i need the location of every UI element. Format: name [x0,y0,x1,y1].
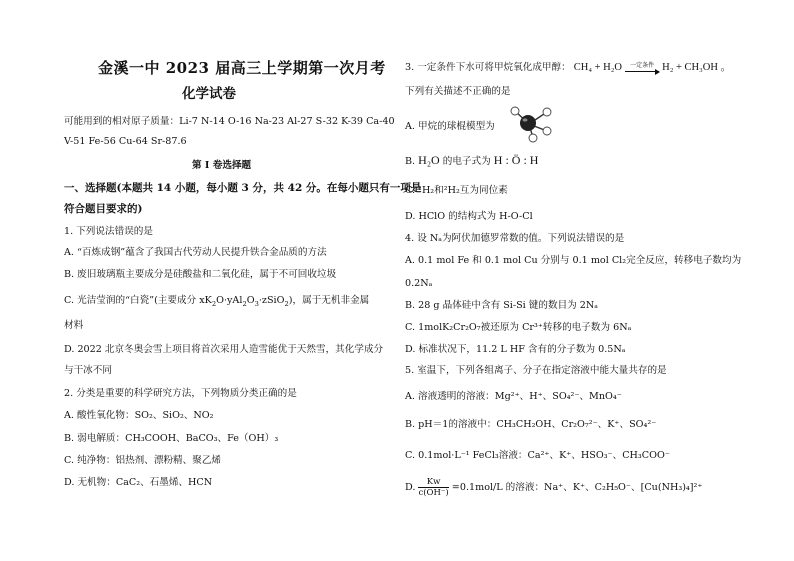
section1-heading-2: 符合题目要求的) [64,203,143,215]
kw-fraction: $\frac{Kw}{c(OH^-)}$ [418,477,449,498]
q4-option-b: B. 28 g 晶体硅中含有 Si-Si 键的数目为 2Nₐ [405,300,598,311]
atomic-masses-line-2: V-51 Fe-56 Cu-64 Sr-87.6 [64,136,187,147]
q1-option-c: C. 光洁莹润的“白瓷”(主要成分 $xK_2O\cdot yAl_2O_3\cdot zSiO_2$)，属于无机非金属 [64,295,370,308]
q3-option-b: B. H₂O 的电子式为 H : Ö : H [405,153,539,167]
q4-option-c: C. 1molK₂Cr₂O₇被还原为 Cr³⁺转移的电子数为 6Nₐ [405,322,632,333]
q4-option-a-2: 0.2Nₐ [405,278,433,289]
q3-option-c: C. ¹H₂和²H₂互为同位素 [405,185,508,196]
q3-stem-2: 下列有关描述不正确的是 [405,86,511,97]
q1-option-d-1: D. 2022 北京冬奥会雪上项目将首次采用人造雪能优于天然雪，其化学成分 [64,344,384,355]
q4-stem: 4. 设 Nₐ为阿伏加德罗常数的值。下列说法错误的是 [405,233,625,244]
q5-option-c: C. 0.1mol·L⁻¹ FeCl₃溶液：Ca²⁺、K⁺、HSO₃⁻、CH₃COO⁻ [405,450,670,461]
q3-option-a: A. 甲烷的球棍模型为 [405,121,495,132]
q1-stem: 1. 下列说法错误的是 [64,226,153,237]
q2-option-a: A. 酸性氧化物：SO₂、SiO₂、NO₂ [64,410,214,421]
reaction-arrow: 一定条件 [625,63,659,72]
q2-stem: 2. 分类是重要的科学研究方法，下列物质分类正确的是 [64,388,297,399]
atomic-masses-line-1: 可能用到的相对原子质量：Li-7 N-14 O-16 Na-23 Al-27 S-32 K-39 Ca-40 [64,116,395,127]
q1-option-b: B. 废旧玻璃瓶主要成分是硅酸盐和二氧化硅，属于不可回收垃圾 [64,269,337,280]
part1-title: 第 I 卷选择题 [192,160,252,171]
q2-option-d: D. 无机物：CaC₂、石墨烯、HCN [64,477,213,488]
q5-option-d: D. $\frac{Kw}{c(OH^-)}$ =0.1mol/L 的溶液：Na⁺、K⁺、C₂H₅O⁻、[Cu(NH₃)₄]²⁺ [405,477,703,498]
q4-option-d: D. 标准状况下，11.2 L HF 含有的分子数为 0.5Nₐ [405,344,626,355]
q2-option-b: B. 弱电解质：CH₃COOH、BaCO₃、Fe（OH）₃ [64,433,279,444]
q5-option-b: B. pH＝1的溶液中：CH₃CH₂OH、Cr₂O₇²⁻、K⁺、SO₄²⁻ [405,419,657,430]
methane-ball-stick-model [503,104,561,144]
q1-option-d-2: 与干冰不同 [64,365,112,376]
section1-heading-1: 一、选择题(本题共 14 小题，每小题 3 分，共 42 分。在每小题只有一项是 [64,182,422,194]
q5-option-a: A. 溶液透明的溶液：Mg²⁺、H⁺、SO₄²⁻、MnO₄⁻ [405,391,622,402]
exam-title: 金溪一中 2023 届高三上学期第一次月考 [98,59,386,77]
q2-option-c: C. 纯净物：铝热剂、漂粉精、聚乙烯 [64,455,222,466]
q5-stem: 5. 室温下，下列各组离子、分子在指定溶液中能大量共存的是 [405,365,667,376]
q3-stem: 3. 一定条件下水可将甲烷氧化成甲醇： CH₄ + H₂O 一定条件 H₂ + CH₃OH 。 [405,62,732,73]
q4-option-a-1: A. 0.1 mol Fe 和 0.1 mol Cu 分别与 0.1 mol Cl₂完全反应，转移电子数均为 [405,255,742,266]
q1-option-c-cont: 材料 [64,320,84,331]
q3-option-d: D. HClO 的结构式为 H-O-Cl [405,211,533,222]
exam-subtitle: 化学试卷 [182,86,236,102]
q1-option-a: A. “百炼成钢”蕴含了我国古代劳动人民提升铁合金品质的方法 [64,247,327,258]
